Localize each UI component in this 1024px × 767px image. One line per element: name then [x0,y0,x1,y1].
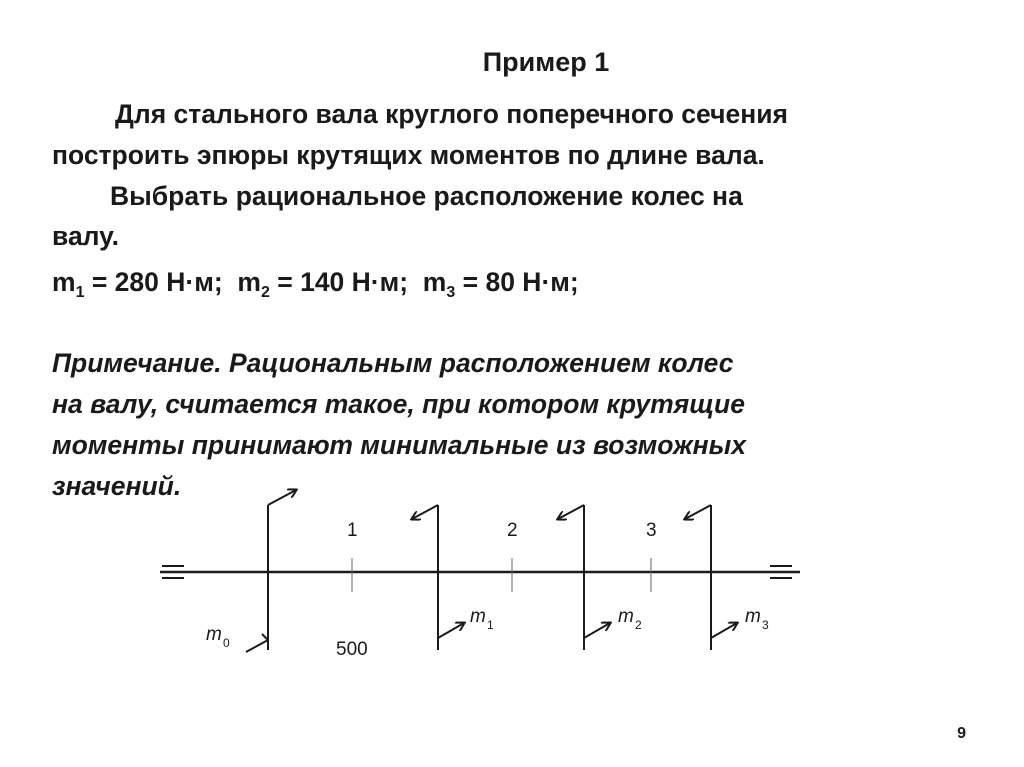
dimension-label: 500 [336,639,368,660]
m2-subscript: 2 [260,284,270,301]
task-line-1: Для стального вала круглого поперечного сечения [115,99,789,129]
moment-label-m3 [745,606,769,632]
m3-symbol: m [422,267,447,297]
note-line-2: на валу, считается такое, при котором крутящие [52,389,745,419]
task-line-4: валу. [52,221,119,251]
note-line-1: Примечание. Рациональным расположением колес [52,348,734,378]
moment-label-m1 [470,606,494,632]
m1-subscript: 1 [75,284,85,301]
note-line-4: значений. [52,471,182,501]
wheel-m1-icon [412,505,464,650]
section-label-1: 1 [347,520,358,541]
section-label-2: 2 [507,520,518,541]
m3-value: = 80 Н·м; [455,267,579,297]
slide-title: Пример 1 [482,47,610,77]
m1-label-subscript: 1 [487,618,494,632]
task-line-3: Выбрать рациональное расположение колес на [110,181,743,211]
m2-label-subscript: 2 [635,618,642,632]
m3-label-symbol: m [745,606,761,627]
m3-subscript: 3 [446,284,456,301]
moment-label-m0 [206,624,230,650]
m0-subscript: 0 [223,636,230,650]
wheel-m3-icon [685,505,737,650]
m2-symbol: m [237,267,261,297]
m1-symbol: m [52,267,76,297]
task-line-2: построить эпюры крутящих моментов по длине вала. [52,140,765,170]
note-line-3: моменты принимают минимальные из возможных [52,430,746,460]
page-number: 9 [957,725,966,742]
section-label-3: 3 [646,520,657,541]
m3-label-subscript: 3 [762,618,769,632]
moment-label-m2 [618,606,642,632]
m0-symbol: m [206,624,222,645]
m1-value: = 280 Н·м; [84,267,238,297]
wheel-m2-icon [558,505,610,650]
m2-label-symbol: m [618,606,634,627]
m2-value: = 140 Н·м; [269,267,423,297]
m1-label-symbol: m [470,606,486,627]
